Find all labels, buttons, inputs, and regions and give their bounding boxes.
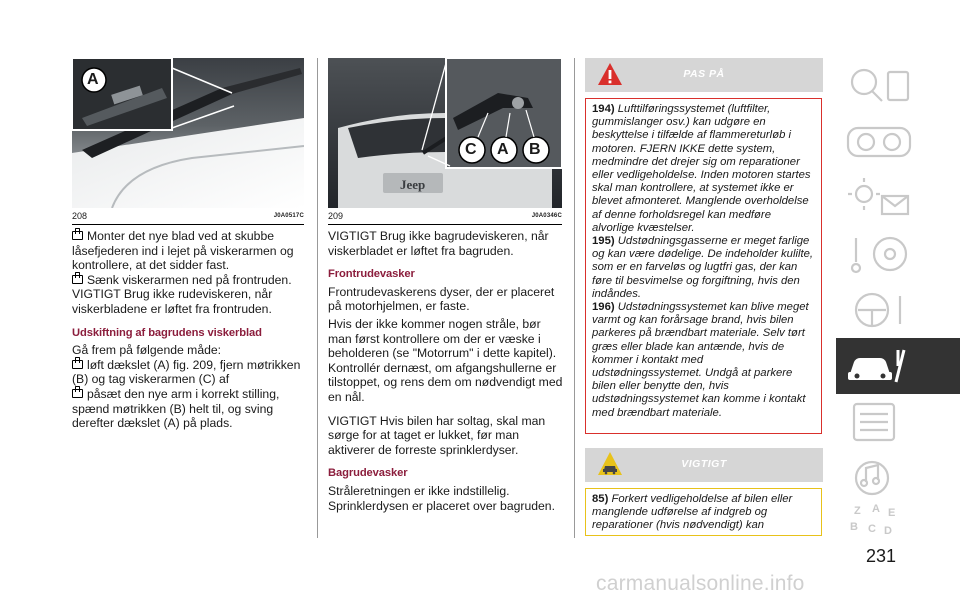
figure-code: J0A0346C	[531, 213, 562, 219]
item-number: 195)	[592, 235, 615, 248]
item-text: Forkert vedligeholdelse af bilen eller manglende udførelse af indgreb og reparationer (hvis nødvendigt) kan	[592, 493, 793, 532]
column-divider	[574, 58, 575, 538]
car-service-icon	[844, 344, 914, 388]
figure-209-image	[328, 58, 562, 208]
index-icon	[844, 500, 914, 544]
column-2-text	[328, 229, 566, 513]
important-banner	[585, 448, 823, 482]
bullet-icon	[72, 360, 83, 369]
callout-label: C	[465, 141, 477, 158]
item-number: 85)	[592, 493, 609, 505]
technical-data-icon	[844, 400, 914, 444]
info-search-icon	[844, 64, 914, 108]
steering-safety-icon	[844, 232, 914, 276]
svg-text:C: C	[868, 523, 876, 535]
paragraph: VIGTIGT Brug ikke bagrudeviskeren, når viskerbladet er løftet fra bagruden.	[328, 229, 549, 258]
page-number: 231	[866, 546, 897, 566]
warning-item	[592, 235, 815, 301]
bullet-icon	[72, 275, 83, 284]
side-tab-index[interactable]	[836, 494, 960, 550]
item-number: 194)	[592, 103, 615, 115]
side-tab-technical[interactable]	[836, 394, 960, 450]
side-tab-safety[interactable]	[836, 226, 960, 282]
car-start-icon	[844, 288, 914, 332]
side-tab-lights[interactable]	[836, 170, 960, 226]
important-box	[585, 488, 822, 536]
figure-209-caption	[328, 211, 562, 221]
bullet-item	[72, 229, 308, 273]
light-message-icon	[844, 176, 914, 220]
item-number: 196)	[592, 301, 615, 314]
paragraph: Gå frem på følgende måde:	[72, 343, 222, 358]
warning-title: PAS PÅ	[683, 68, 725, 80]
item-text: Udstødningssystemet kan blive meget varmt og kan forårsage brand, hvis bilen parkeres på brændbart materiale. Selv tørt græs eller blade kan antænde, hvis de kommer i kontakt med udstødningssystemet. Undgå at parkere bilen eller benytte den, hvis udstødningssystemet kan komme i kontakt med brændbart materiale.	[592, 301, 809, 419]
figure-number: 208	[72, 211, 88, 221]
bullet-icon	[72, 389, 83, 398]
bullet-text: løft dækslet (A) fig. 209, fjern møtrikken (B) og tag viskerarmen (C) af	[72, 357, 301, 387]
figure-208-image	[72, 58, 304, 208]
caption-rule	[328, 224, 562, 225]
svg-text:E: E	[888, 507, 896, 519]
paragraph: Stråleretningen er ikke indstillelig. Sprinklerdysen er placeret over bagruden.	[328, 483, 555, 513]
section-heading: Udskiftning af bagrudens viskerblad	[72, 326, 262, 339]
bullet-text: påsæt den nye arm i korrekt stilling, spænd møtrikken (B) helt til, og sving derefter dækslet (A) på plads.	[72, 386, 280, 431]
figure-208-caption	[72, 211, 304, 221]
svg-text:Z: Z	[854, 505, 861, 517]
warning-box	[585, 98, 822, 434]
callout-label: B	[529, 141, 541, 158]
bullet-text: Monter det nye blad ved at skubbe låsefjederen ind i lejet på viskerarmen og kontrollere, at det sidder fast.	[72, 229, 294, 273]
warning-banner	[585, 58, 823, 92]
side-tab-service[interactable]	[836, 338, 960, 394]
bullet-item	[72, 387, 308, 431]
svg-text:D: D	[884, 525, 892, 537]
figure-code: J0A0517C	[273, 213, 304, 219]
bullet-icon	[72, 231, 83, 240]
side-tab-start[interactable]	[836, 282, 960, 338]
jeep-badge: Jeep	[400, 177, 426, 192]
warning-item	[592, 103, 815, 235]
svg-text:A: A	[872, 503, 880, 515]
paragraph: Frontrudevaskerens dyser, der er placeret på motorhjelmen, er faste.	[328, 284, 555, 314]
item-text: Udstødningsgasserne er meget farlige og kan være dødelige. De indeholder kulilte, som er en farveløs og lugtfri gas, der kan føre til besvimelse og forgiftning, hvis den indåndes.	[592, 235, 814, 300]
paragraph: VIGTIGT Brug ikke rudeviskeren, når viskerbladene er løftet fra frontruden.	[72, 287, 273, 316]
bullet-item	[72, 358, 308, 387]
column-divider	[317, 58, 318, 538]
item-text: Lufttilføringssystemet (luftfilter, gummislanger osv.) kan udgøre en beskyttelse i tilfælde af flammereturløb i motoren. FJERN IKKE dette system, medmindre det drejer sig om reparationer eller vedligeholdelse. Inden motoren startes skal man kontrollere, at systemet ikke er blevet afmonteret. Manglende overholdelse af denne forholdsregel kan medføre alvorlige kvæstelser.	[592, 103, 811, 234]
column-1-text	[72, 229, 308, 431]
section-heading: Bagrudevasker	[328, 467, 408, 480]
warning-item	[592, 301, 815, 420]
figure-number: 209	[328, 211, 344, 221]
important-title: VIGTIGT	[681, 458, 727, 470]
bullet-item	[72, 273, 308, 288]
caption-rule	[72, 224, 304, 225]
callout-label: A	[87, 71, 99, 88]
side-tab-info[interactable]	[836, 58, 960, 114]
bullet-text: Sænk viskerarmen ned på frontruden.	[87, 272, 292, 287]
side-tab-dashboard[interactable]	[836, 114, 960, 170]
callout-label: A	[497, 141, 509, 158]
paragraph: Hvis der ikke kommer nogen stråle, bør man først kontrollere om der er væske i beholderen (se "Motorrum" i dette kapitel). Kontrollér dernæst, om afgangshullerne er tilstoppet, og rens dem om nødvendigt med en nål.	[328, 316, 563, 404]
important-item	[592, 493, 815, 533]
paragraph: VIGTIGT Hvis bilen har soltag, skal man sørge for at taget er lukket, før man aktiverer de forreste sprinklerdyser.	[328, 413, 546, 457]
watermark: carmanualsonline.info	[596, 572, 805, 595]
dashboard-icon	[844, 120, 914, 164]
section-heading: Frontrudevasker	[328, 268, 415, 281]
svg-text:B: B	[850, 521, 858, 533]
